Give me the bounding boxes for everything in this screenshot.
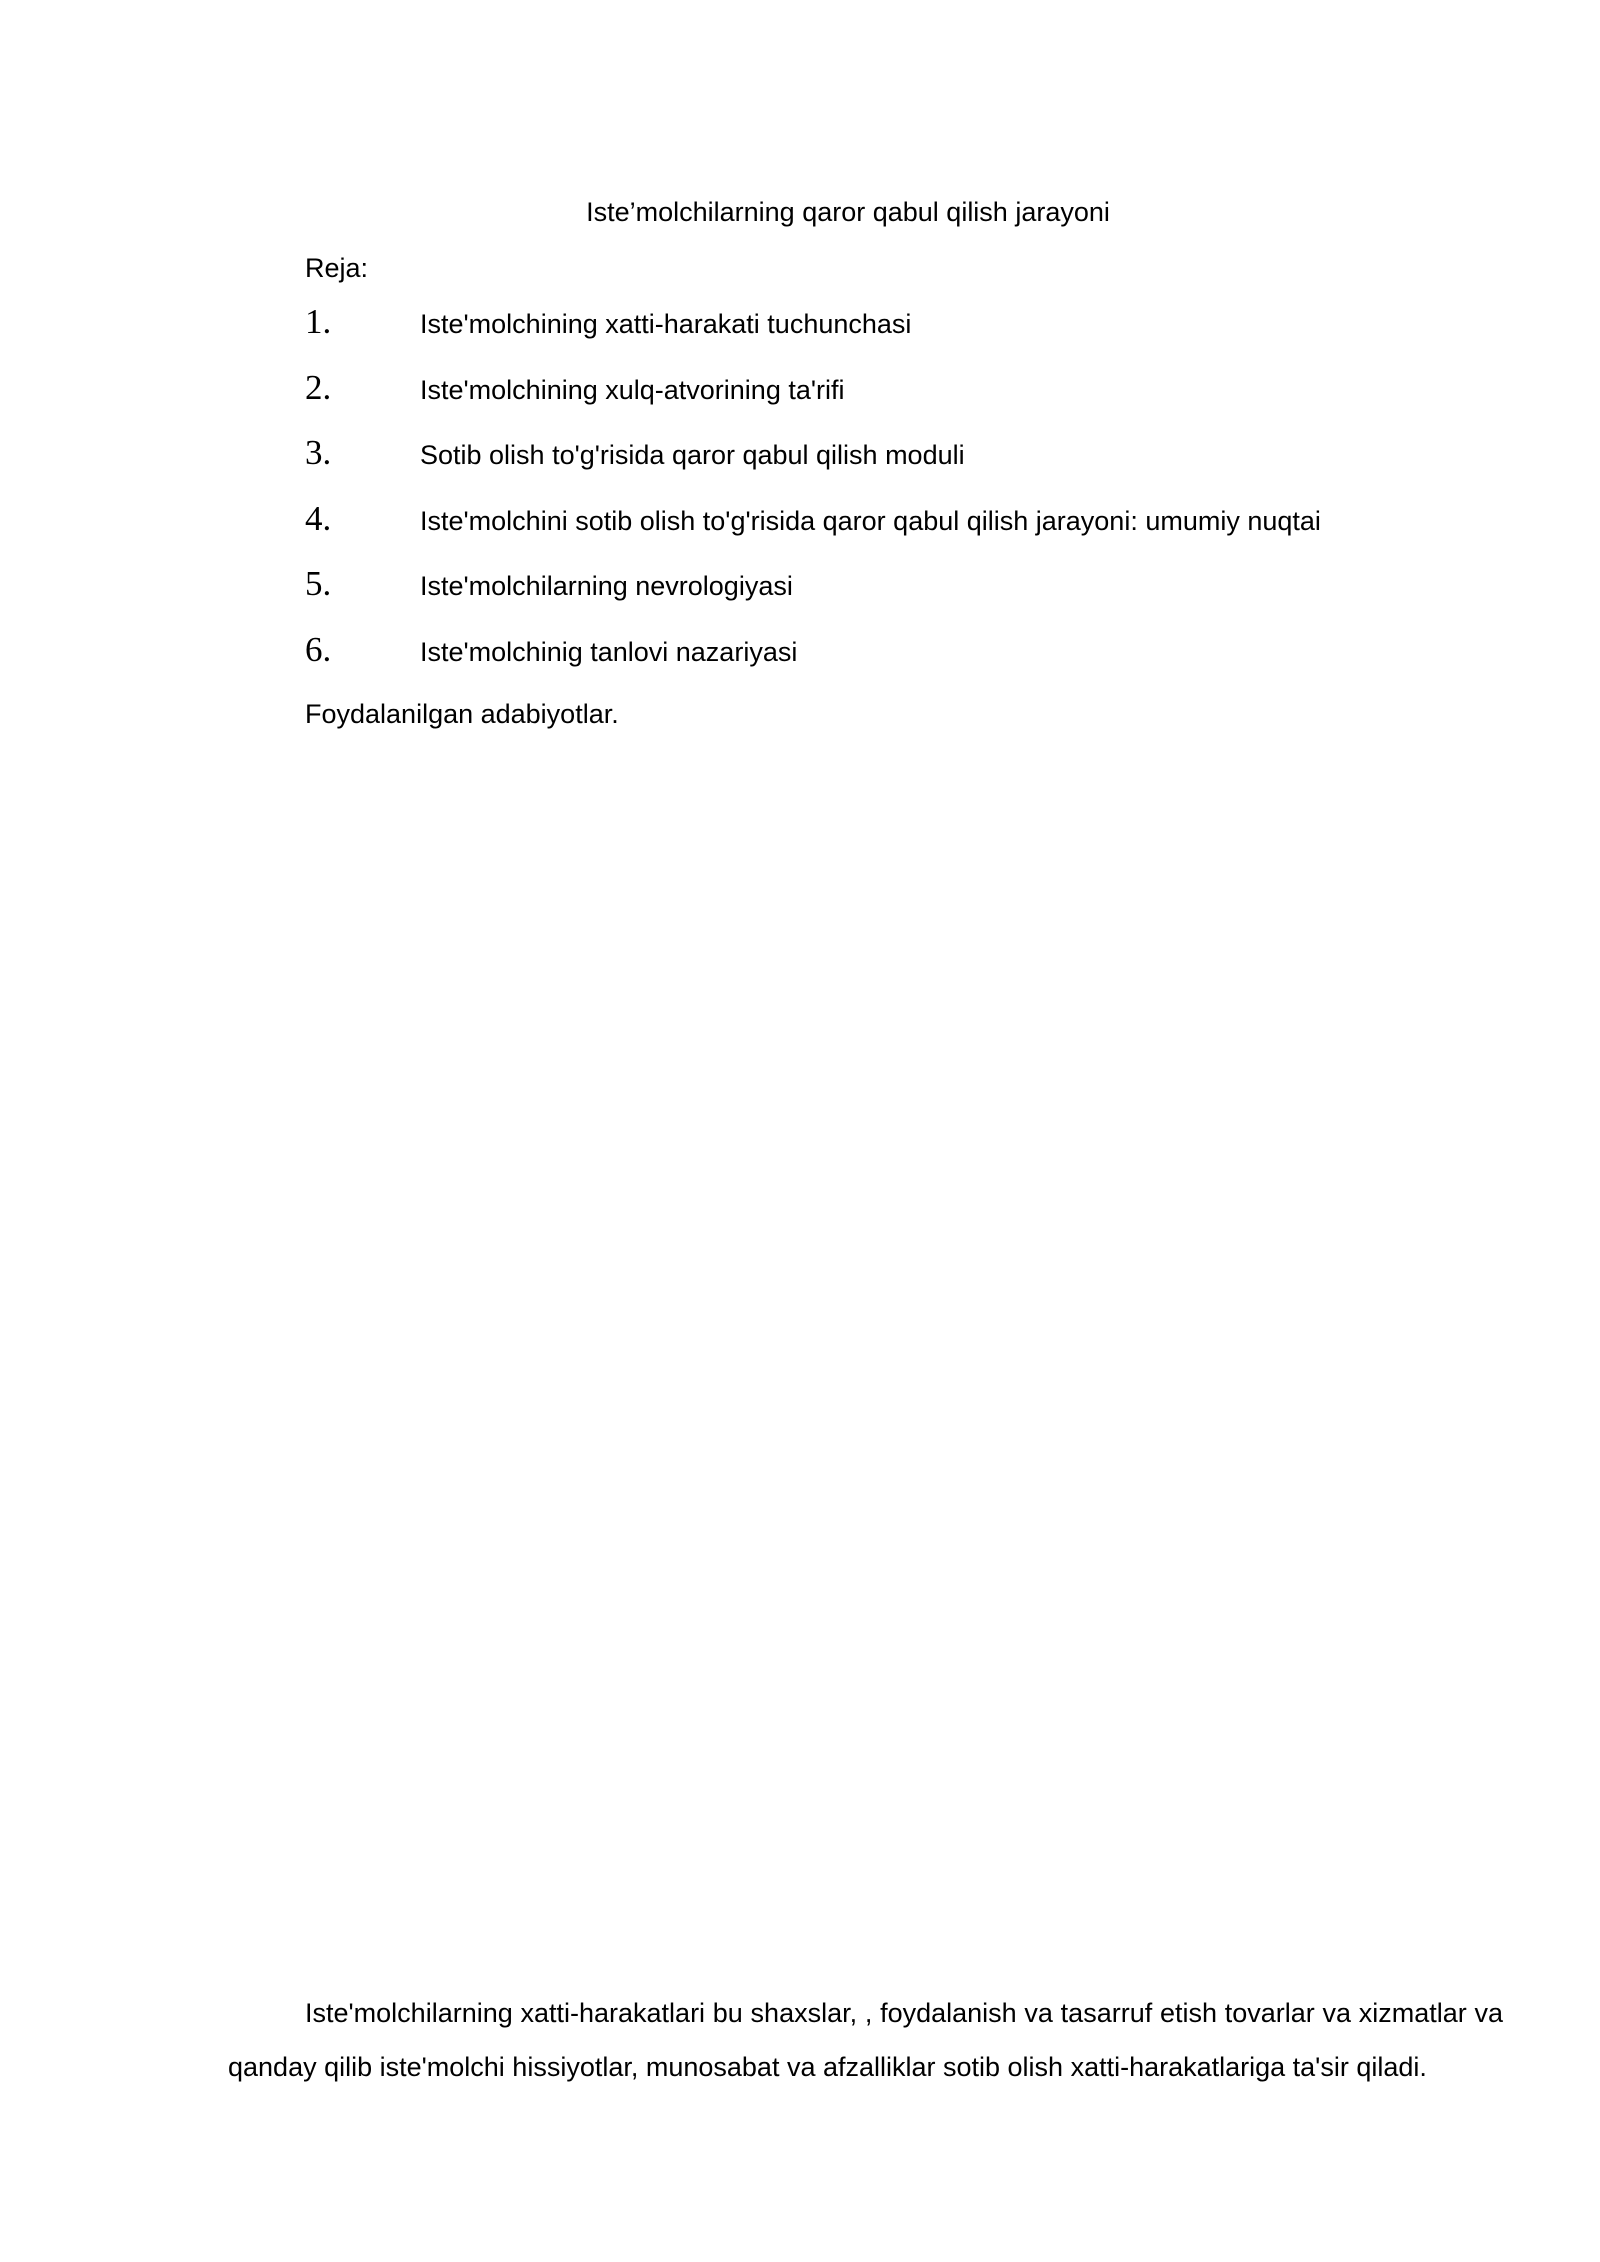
plan-item	[305, 368, 1405, 434]
body-paragraph: Iste'molchilarning xatti-harakatlari bu shaxslar, , foydalanish va tasarruf etish tovarlar va xizmatlar va qanday qilib iste'molchi hissiyotlar, munosabat va afzalliklar sotib olish xatti-harakatlariga ta'sir qiladi.	[228, 1998, 1503, 2082]
plan-item-text: Iste'molchining xatti-harakati tuchunchasi	[420, 309, 912, 339]
plan-item	[305, 499, 1405, 565]
plan-label: Reja:	[305, 253, 369, 283]
plan-item-text: Sotib olish to'g'risida qaror qabul qilish moduli	[420, 440, 965, 470]
plan-item	[305, 302, 1405, 368]
plan-item-number: 4.	[305, 498, 332, 538]
plan-item-number: 3.	[305, 433, 332, 472]
plan-item-number: 5.	[305, 564, 332, 603]
plan-item-text: Iste'molchini sotib olish to'g'risida qaror qabul qilish jarayoni: umumiy nuqtai	[420, 505, 1321, 536]
plan-item-number: 1.	[305, 302, 332, 341]
plan-item	[305, 564, 1405, 630]
plan-item-number: 6.	[305, 629, 332, 669]
plan-item	[305, 630, 1405, 696]
plan-item-text: Iste'molchinig tanlovi nazariyasi	[420, 636, 798, 667]
document-title: Iste’molchilarning qaror qabul qilish jarayoni	[586, 197, 1110, 227]
plan-list	[305, 302, 1405, 695]
plan-item-text: Iste'molchilarning nevrologiyasi	[420, 571, 793, 601]
plan-item-text: Iste'molchining xulq-atvorining ta'rifi	[420, 374, 845, 405]
references-label: Foydalanilgan adabiyotlar.	[305, 699, 619, 729]
plan-item-number: 2.	[305, 367, 332, 407]
plan-item	[305, 433, 1405, 499]
